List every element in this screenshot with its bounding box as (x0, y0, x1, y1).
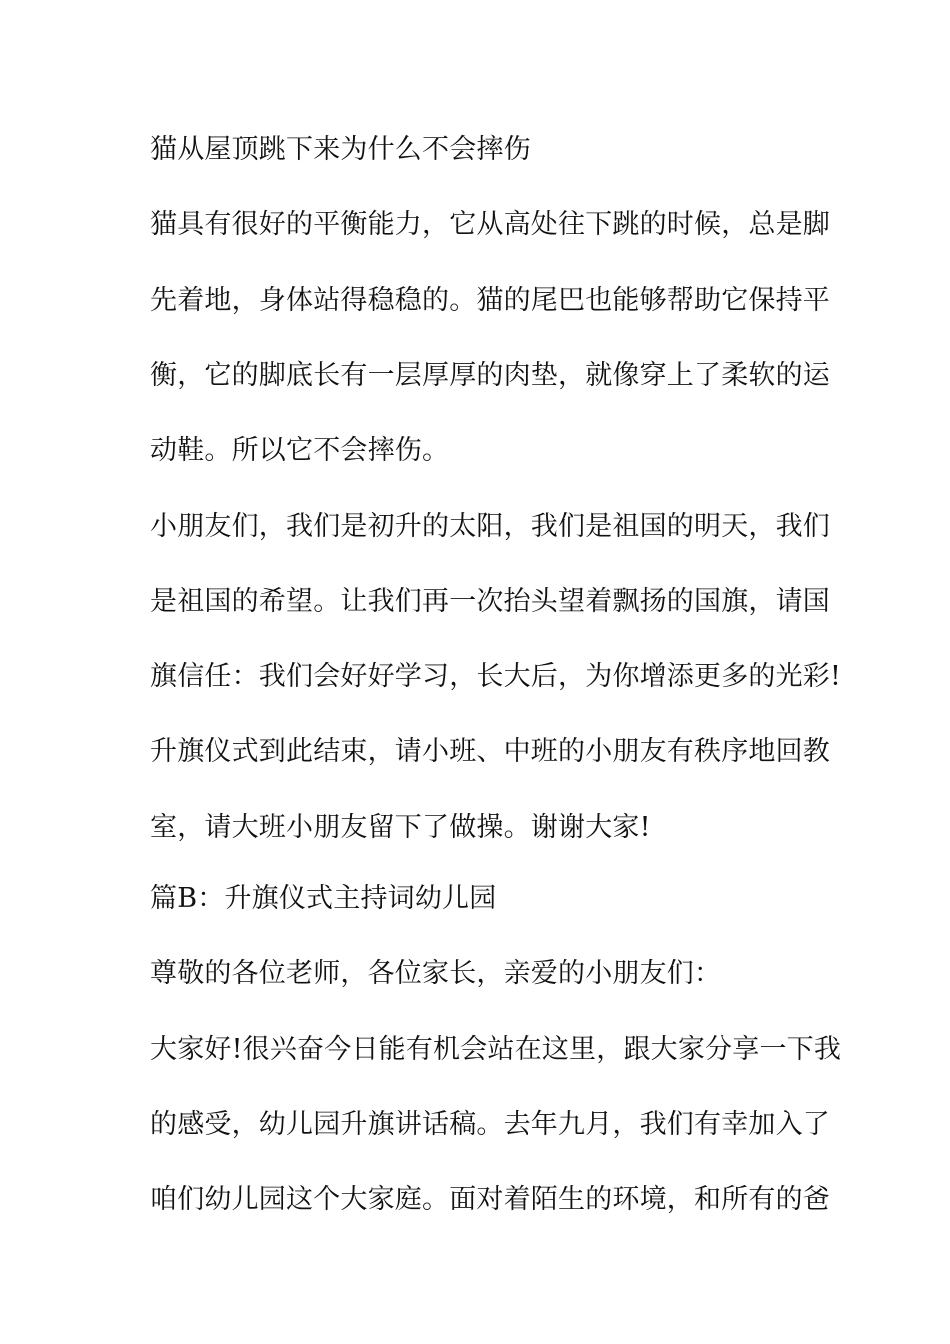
text-line: 衡，它的脚底长有一层厚厚的肉垫，就像穿上了柔软的运 (150, 360, 830, 391)
text-line: 尊敬的各位老师，各位家长，亲爱的小朋友们： (150, 958, 722, 989)
text-line: 小朋友们，我们是初升的太阳，我们是祖国的明天，我们 (150, 511, 830, 542)
text-line: 室，请大班小朋友留下了做操。谢谢大家! (150, 812, 651, 843)
text-line: 旗信任：我们会好好学习，长大后，为你增添更多的光彩! (150, 661, 842, 692)
article-title: 猫从屋顶跳下来为什么不会摔伤 (150, 134, 531, 165)
text-line: 咱们幼儿园这个大家庭。面对着陌生的环境，和所有的爸 (150, 1184, 830, 1215)
text-line: 先着地，身体站得稳稳的。猫的尾巴也能够帮助它保持平 (150, 285, 830, 316)
text-line: 猫具有很好的平衡能力，它从高处往下跳的时候，总是脚 (150, 209, 830, 240)
text-line: 动鞋。所以它不会摔伤。 (150, 435, 450, 466)
text-line: 是祖国的希望。让我们再一次抬头望着飘扬的国旗，请国 (150, 586, 830, 617)
text-line: 大家好!很兴奋今日能有机会站在这里，跟大家分享一下我 (150, 1034, 842, 1065)
section-heading: 篇B：升旗仪式主持词幼儿园 (150, 883, 497, 914)
text-line: 的感受，幼儿园升旗讲话稿。去年九月，我们有幸加入了 (150, 1109, 830, 1140)
text-line: 升旗仪式到此结束，请小班、中班的小朋友有秩序地回教 (150, 736, 830, 767)
